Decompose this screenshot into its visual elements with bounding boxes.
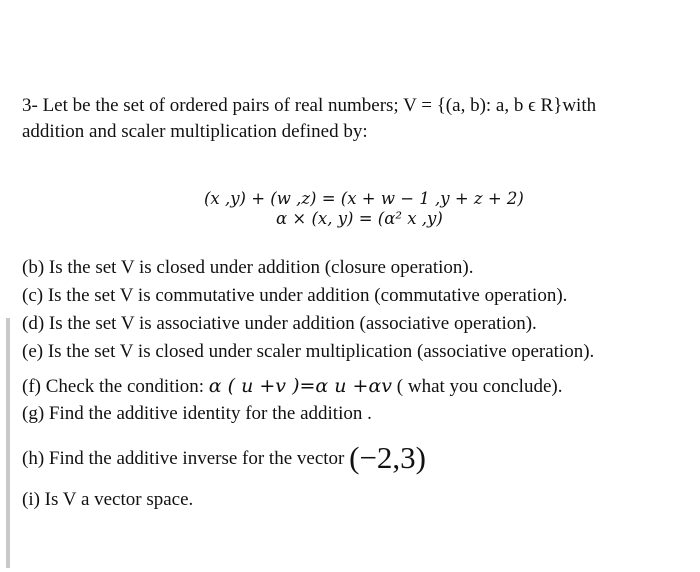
equation-scalar-multiplication: α × (x, y) = (α² x ,y): [276, 209, 443, 228]
problem-line-1: 3- Let be the set of ordered pairs of real numbers; V = {(a, b): a, b ϵ R}with: [22, 95, 597, 116]
item-f-tail: ( what you conclude).: [392, 376, 563, 397]
left-margin-bar: [6, 318, 10, 568]
problem-line-2: addition and scaler multiplication defined by:: [22, 121, 368, 142]
item-c: (c) Is the set V is commutative under addition (commutative operation).: [22, 285, 568, 306]
item-g: (g) Find the additive identity for the addition .: [22, 403, 372, 424]
item-e: (e) Is the set V is closed under scaler multiplication (associative operation).: [22, 341, 595, 362]
item-h-vector: (−2,3): [349, 440, 427, 475]
item-h-text: (h) Find the additive inverse for the vector: [22, 448, 350, 469]
item-i: (i) Is V a vector space.: [22, 489, 194, 510]
item-b: (b) Is the set V is closed under addition (closure operation).: [22, 257, 474, 278]
item-d: (d) Is the set V is associative under addition (associative operation).: [22, 313, 537, 334]
equation-addition: (x ,y) + (w ,z) = (x + w − 1 ,y + z + 2): [204, 189, 524, 208]
item-f-formula: α ( u +v )=α u +αv: [208, 375, 393, 397]
item-f: [22, 374, 562, 399]
item-h: [22, 440, 427, 475]
item-f-text: (f) Check the condition:: [22, 376, 209, 397]
